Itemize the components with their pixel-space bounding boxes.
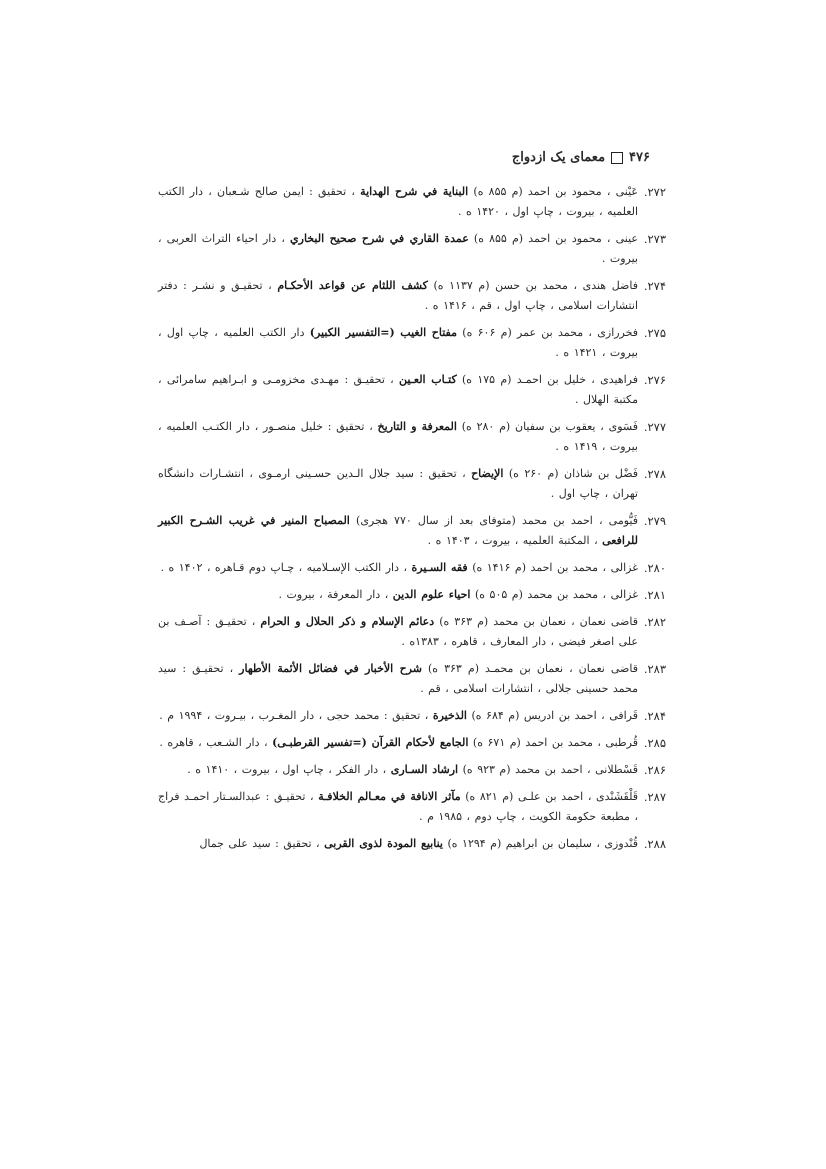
entry-publication: ، دار الشـعب ، قاهره . (159, 736, 273, 749)
entry-number: ۲۷۵. (643, 326, 666, 340)
running-title: معمای یک ازدواج (511, 150, 606, 165)
entry-number: ۲۸۵. (643, 736, 666, 750)
bibliography-entry (158, 834, 666, 854)
entry-author: غزالی ، محمد بن احمد (م ۱۴۱۶ ه) (467, 561, 638, 574)
entry-title: كشف اللثام عن قواعد الأحكـام (277, 279, 428, 292)
entry-author: فَيُّومی ، احمد بن محمد (متوفای بعد از سال ۷۷۰ هجری) (349, 514, 638, 527)
page-number: ۴۷۶ (629, 150, 650, 165)
bibliography-entry (158, 558, 666, 578)
bibliography-list (158, 182, 666, 861)
entry-title: احياء علوم الدين (392, 588, 471, 601)
entry-title: مآثر الانافة في معـالم الخلافـة (318, 790, 461, 803)
bibliography-entry (158, 659, 666, 699)
bibliography-entry (158, 464, 666, 504)
entry-text (158, 323, 638, 363)
entry-number: ۲۸۷. (643, 790, 666, 804)
entry-publication: ، تحقيـق : آصـف بن علی اصغر فيضی ، دار المعارف ، قاهره ، ۱۳۸۳ه . (158, 615, 638, 648)
entry-number: ۲۷۲. (643, 185, 666, 199)
entry-text (158, 659, 638, 699)
entry-number: ۲۸۰. (643, 561, 666, 575)
entry-text (158, 464, 638, 504)
entry-author: قُرطبی ، محمد بن احمد (م ۶۷۱ ه) (468, 736, 638, 749)
entry-number: ۲۷۶. (643, 373, 666, 387)
entry-text (158, 417, 638, 457)
entry-publication: ، تحقيـق و نشـر : دفتر انتشارات اسلامی ، چاپ اول ، قم ، ۱۴۱۶ ه . (158, 279, 638, 312)
bibliography-entry (158, 323, 666, 363)
entry-number: ۲۷۸. (643, 467, 666, 481)
bibliography-entry (158, 706, 666, 726)
entry-publication: دار الكتب العلميه ، چاپ اول ، بيروت ، ۱۴۲۱ ه . (158, 326, 638, 359)
entry-author: فاضل هندی ، محمد بن حسن (م ۱۱۳۷ ه) (427, 279, 638, 292)
entry-publication: ، دار احياء التراث العربی ، بيروت . (158, 232, 638, 265)
entry-number: ۲۸۴. (643, 709, 666, 723)
entry-author: قَسْطلانی ، احمد بن محمد (م ۹۲۳ ه) (458, 763, 638, 776)
entry-text (158, 276, 638, 316)
entry-title: دعائم الإسلام و ذكر الحلال و الحرام (260, 615, 435, 628)
entry-title: عمدة القاري في شرح صحيح البخاري (290, 232, 469, 245)
entry-text (158, 612, 638, 652)
entry-publication: ، تحقيـق : سيد محمد حسينی جلالی ، انتشارات اسلامی ، قم . (158, 662, 638, 695)
entry-number: ۲۷۳. (643, 232, 666, 246)
entry-author: قَرافی ، احمد بن ادريس (م ۶۸۴ ه) (466, 709, 638, 722)
entry-title: المعرفة و التاريخ (377, 420, 457, 433)
square-ornament-icon (611, 152, 623, 164)
entry-text (158, 511, 638, 551)
entry-title: المصباح المنير في غريب الشـرح الكبير للرافعی (158, 514, 638, 547)
entry-number: ۲۷۷. (643, 420, 666, 434)
entry-author: فَضْل بن شاذان (م ۲۶۰ ه) (503, 467, 638, 480)
entry-publication: ، تحقيق : سيد علی جمال (199, 837, 325, 850)
entry-author: قاضی نعمان ، نعمان بن محمـد (م ۳۶۳ ه) (421, 662, 638, 675)
entry-number: ۲۸۸. (643, 837, 666, 851)
entry-title: مفتاح الغيب (=التفسير الكبير) (309, 326, 457, 339)
bibliography-entry (158, 276, 666, 316)
entry-text (158, 229, 638, 269)
entry-title: الإيضاح (471, 467, 504, 480)
entry-publication: ، دار الكتب الإسـلاميه ، چـاپ دوم قـاهره ، ۱۴۰۲ ه . (160, 561, 412, 574)
entry-text (158, 182, 638, 222)
entry-text (158, 585, 638, 605)
entry-number: ۲۸۱. (643, 588, 666, 602)
entry-text (158, 760, 638, 780)
entry-text (158, 787, 638, 827)
entry-author: غزالی ، محمد بن محمد (م ۵۰۵ ه) (470, 588, 638, 601)
entry-author: فراهيدی ، خليل بن احمـد (م ۱۷۵ ه) (456, 373, 638, 386)
entry-number: ۲۸۲. (643, 615, 666, 629)
entry-publication: ، المكتبة العلميه ، بيروت ، ۱۴۰۳ ه . (427, 534, 603, 547)
bibliography-entry (158, 760, 666, 780)
bibliography-entry (158, 585, 666, 605)
entry-publication: ، تحقيـق : مهـدی مخزومـی و ابـراهيم سامرائی ، مكتبة الهلال . (158, 373, 638, 406)
entry-publication: ، تحقيق : سيد جلال الـدين حسـينی ارمـوی ، انتشـارات دانشگاه تهران ، چاپ اول . (158, 467, 638, 500)
entry-publication: ، تحقيـق : عبدالسـتار احمـد فراج ، مطبعة حكومة الكويت ، چاپ دوم ، ۱۹۸۵ م . (158, 790, 638, 823)
entry-publication: ، تحقيق : محمد حجی ، دار المغـرب ، بيـروت ، ۱۹۹۴ م . (159, 709, 433, 722)
page-header (512, 150, 650, 165)
bibliography-entry (158, 787, 666, 827)
bibliography-entry (158, 612, 666, 652)
entry-author: قُنْدوزی ، سليمان بن ابراهيم (م ۱۲۹۴ ه) (442, 837, 638, 850)
entry-title: فقه السـيرة (411, 561, 468, 574)
bibliography-entry (158, 733, 666, 753)
entry-title: ارشاد السـاری (390, 763, 459, 776)
entry-author: فَسَوی ، يعقوب بن سفيان (م ۲۸۰ ه) (456, 420, 638, 433)
entry-number: ۲۸۶. (643, 763, 666, 777)
entry-text (158, 558, 638, 578)
entry-author: قاضی نعمان ، نعمان بن محمد (م ۳۶۳ ه) (434, 615, 639, 628)
entry-text (158, 706, 638, 726)
bibliography-entry (158, 229, 666, 269)
entry-author: قَلْقَشَنْدی ، احمد بن علـی (م ۸۲۱ ه) (460, 790, 638, 803)
entry-publication: ، تحقيق : ايمن صالح شـعبان ، دار الكتب العلميه ، بيروت ، چاپ اول ، ۱۴۲۰ ه . (158, 185, 638, 218)
entry-title: كتـاب العـين (398, 373, 457, 386)
entry-title: شرح الأخبار في فضائل الأئمة الأطهار (239, 662, 422, 675)
entry-number: ۲۷۹. (643, 514, 666, 528)
entry-title: البناية في شرح الهداية (360, 185, 469, 198)
entry-number: ۲۷۴. (643, 279, 666, 293)
entry-publication: ، تحقيق : خليل منصـور ، دار الكتـب العلميه ، بيروت ، ۱۴۱۹ ه . (158, 420, 638, 453)
entry-author: عينی ، محمود بن احمد (م ۸۵۵ ه) (468, 232, 638, 245)
entry-number: ۲۸۳. (643, 662, 666, 676)
entry-author: عَيْنی ، محمود بن احمد (م ۸۵۵ ه) (468, 185, 638, 198)
bibliography-entry (158, 511, 666, 551)
bibliography-entry (158, 370, 666, 410)
bibliography-entry (158, 182, 666, 222)
bibliography-entry (158, 417, 666, 457)
entry-text (158, 733, 638, 753)
entry-title: الجامع لأحكام القرآن (=تفسير القرطبـی) (272, 736, 469, 749)
entry-text (158, 834, 638, 854)
entry-title: ينابيع المودة لذوی القربی (324, 837, 443, 850)
entry-publication: ، دار الفكر ، چاپ اول ، بيروت ، ۱۴۱۰ ه . (187, 763, 391, 776)
entry-title: الذخيرة (432, 709, 467, 722)
entry-author: فخررازی ، محمد بن عمر (م ۶۰۶ ه) (457, 326, 638, 339)
entry-publication: ، دار المعرفة ، بيروت . (278, 588, 393, 601)
entry-text (158, 370, 638, 410)
